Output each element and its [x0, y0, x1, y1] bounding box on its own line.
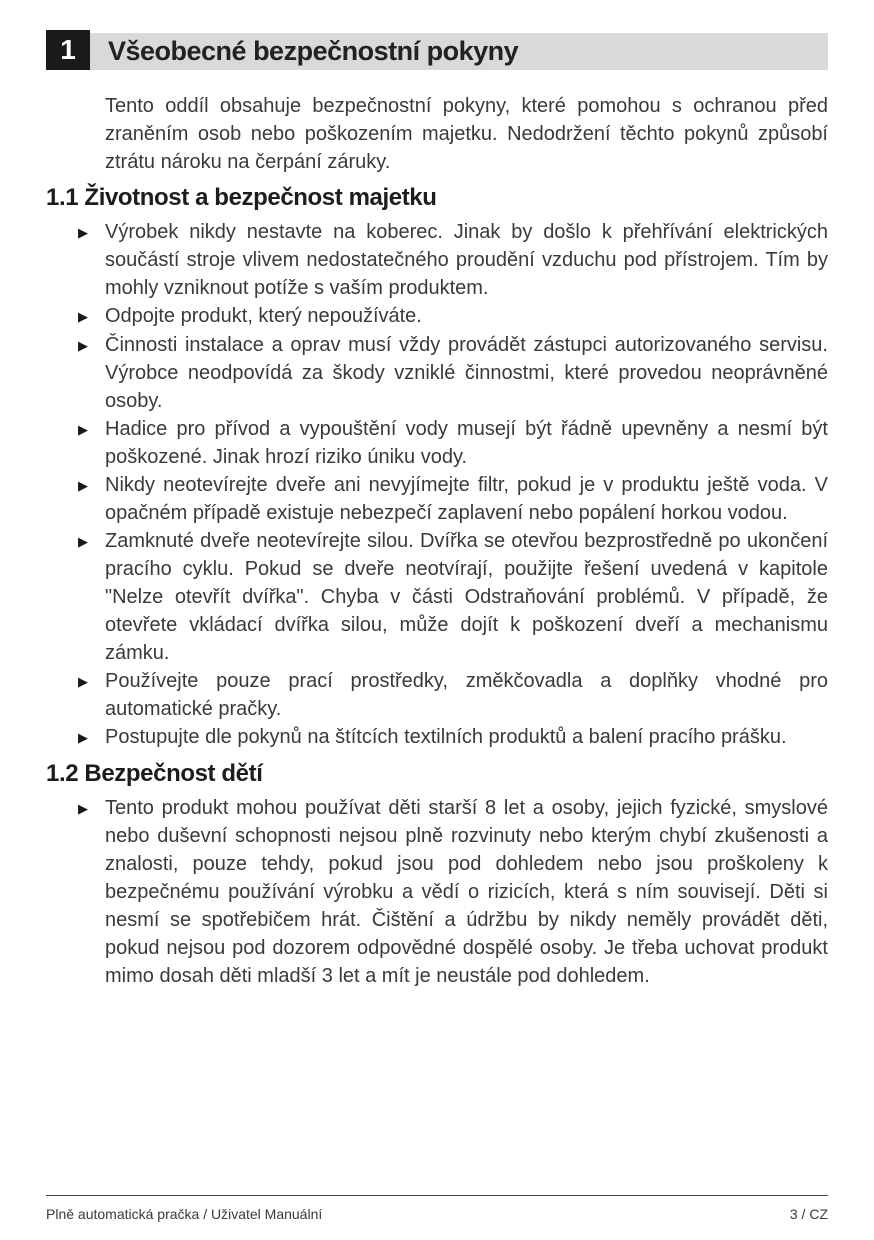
- bullet-arrow-icon: ▶: [78, 534, 88, 549]
- bullet-arrow-icon: ▶: [78, 730, 88, 745]
- bullet-arrow-icon: ▶: [78, 309, 88, 324]
- footer-page-number: 3 / CZ: [789, 1206, 828, 1222]
- list-item: [78, 471, 828, 527]
- chapter-header: [46, 30, 828, 70]
- page-content: [46, 30, 828, 990]
- list-item: [78, 723, 828, 752]
- chapter-title-bar: [90, 33, 828, 70]
- list-item: [78, 415, 828, 471]
- chapter-number: 1: [60, 34, 76, 65]
- list-item: [78, 794, 828, 990]
- page-footer: [46, 1195, 828, 1222]
- list-item: [78, 331, 828, 415]
- chapter-number-box: [46, 30, 90, 70]
- chapter-title: Všeobecné bezpečnostní pokyny: [108, 36, 519, 66]
- bullet-text: Používejte pouze prací prostředky, změkčovadla a doplňky vhodné pro automatické pračky.: [105, 670, 828, 720]
- bullet-arrow-icon: ▶: [78, 478, 88, 493]
- bullet-text: Nikdy neotevírejte dveře ani nevyjímejte filtr, pokud je v produktu ještě voda. V opačném případě existuje nebezpečí zaplavení nebo popálení horkou vodou.: [105, 474, 828, 524]
- bullet-text: Hadice pro přívod a vypouštění vody musejí být řádně upevněny a nesmí být poškozené. Jinak hrozí riziko úniku vody.: [105, 418, 828, 468]
- footer-product-name: Plně automatická pračka / Uživatel Manuální: [46, 1206, 323, 1222]
- intro-paragraph: Tento oddíl obsahuje bezpečnostní pokyny, které pomohou s ochranou před zraněním osob nebo poškozením majetku. Nedodržení těchto pokynů způsobí ztrátu nároku na čerpání záruky.: [105, 95, 828, 173]
- bullet-arrow-icon: ▶: [78, 338, 88, 353]
- bullet-arrow-icon: ▶: [78, 674, 88, 689]
- list-item: [78, 667, 828, 723]
- bullet-text: Odpojte produkt, který nepoužíváte.: [105, 305, 422, 327]
- bullet-text: Výrobek nikdy nestavte na koberec. Jinak by došlo k přehřívání elektrických součástí stroje vlivem nedostatečného proudění vzduchu pod přístrojem. Tím by mohly vzniknout potíže s vaším produktem.: [105, 221, 828, 299]
- section-heading-1-1: 1.1 Životnost a bezpečnost majetku: [46, 184, 437, 211]
- bullet-text: Činnosti instalace a oprav musí vždy provádět zástupci autorizovaného servisu. Výrobce neodpovídá za škody vzniklé činnostmi, které provedou neoprávněné osoby.: [105, 334, 828, 412]
- section-heading-1-2: 1.2 Bezpečnost dětí: [46, 760, 263, 787]
- bullet-arrow-icon: ▶: [78, 225, 88, 240]
- list-item: [78, 302, 828, 331]
- bullet-list-1-2: [46, 794, 828, 990]
- list-item: [78, 527, 828, 667]
- bullet-text: Postupujte dle pokynů na štítcích textilních produktů a balení pracího prášku.: [105, 726, 787, 748]
- bullet-text: Tento produkt mohou používat děti starší 8 let a osoby, jejich fyzické, smyslové nebo duševní schopnosti nejsou plně rozvinuty nebo kterým chybí zkušenosti a znalosti, pouze tehdy, pokud jsou pod dohledem nebo jsou proškoleny k bezpečnému používání výrobku a vědí o rizicích, která s ním souvisejí. Děti si nesmí se spotřebičem hrát. Čištění a údržbu by nikdy neměly provádět děti, pokud nejsou pod dozorem odpovědné dospělé osoby. Je třeba uchovat produkt mimo dosah děti mladší 3 let a mít je neustále pod dohledem.: [105, 797, 828, 987]
- bullet-list-1-1: [46, 218, 828, 752]
- bullet-text: Zamknuté dveře neotevírejte silou. Dvířka se otevřou bezprostředně po ukončení pracího cyklu. Pokud se dveře neotvírají, použijte řešení uvedená v kapitole "Nelze otevřít dvířka". Chyba v části Odstraňování problémů. V případě, že otevřete vkládací dvířka silou, může dojít k poškození dveří a mechanismu zámku.: [105, 530, 828, 664]
- bullet-arrow-icon: ▶: [78, 422, 88, 437]
- bullet-arrow-icon: ▶: [78, 801, 88, 816]
- list-item: [78, 218, 828, 302]
